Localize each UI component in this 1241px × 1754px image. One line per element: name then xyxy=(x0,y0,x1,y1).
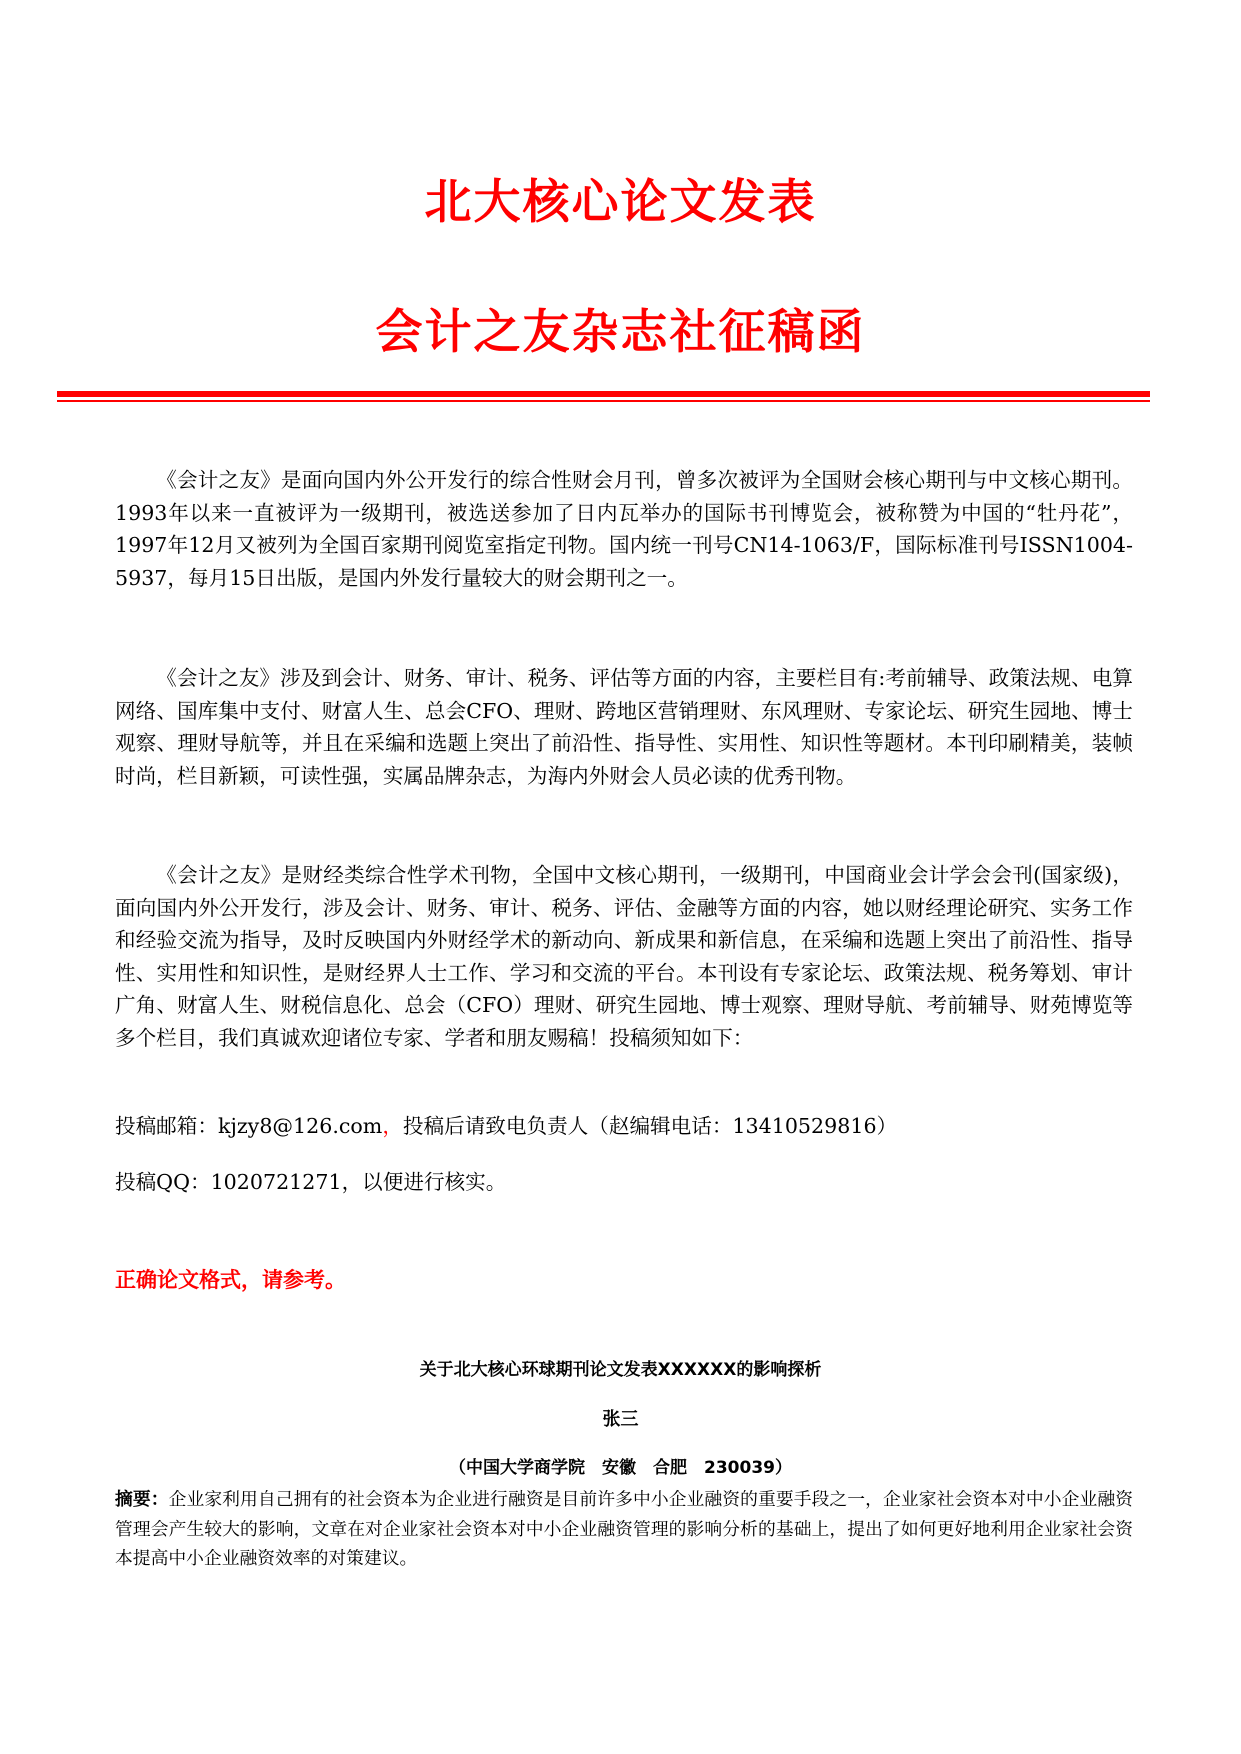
email-address[interactable]: kjzy8@126.com xyxy=(217,1114,383,1138)
email-label: 投稿邮箱： xyxy=(115,1114,218,1138)
abstract-text: 企业家利用自己拥有的社会资本为企业进行融资是目前许多中小企业融资的重要手段之一，企业家社会资本对中小企业融资管理会产生较大的影响，文章在对企业家社会资本对中小企业融资管理的影响分析的基础上，提出了如何更好地利用企业家社会资本提高中小企业融资效率的对策建议。 xyxy=(115,1489,1133,1569)
qq-label: 投稿QQ： xyxy=(115,1170,211,1194)
qq-note: ，以便进行核实。 xyxy=(341,1170,507,1194)
email-note: 投稿后请致电负责人（赵编辑电话：13410529816） xyxy=(402,1114,898,1138)
email-separator: ， xyxy=(382,1114,403,1138)
header-divider-thick xyxy=(57,391,1150,397)
sample-paper-author: 张三 xyxy=(602,1409,639,1430)
submission-email-line xyxy=(115,1110,897,1142)
intro-paragraph-2: 《会计之友》涉及到会计、财务、审计、税务、评估等方面的内容，主要栏目有:考前辅导、政策法规、电算网络、国库集中支付、财富人生、总会CFO、理财、跨地区营销理财、东风理财、专家论坛、研究生园地、博士观察、理财导航等，并且在采编和选题上突出了前沿性、指导性、实用性、知识性等题材。本刊印刷精美，装帧时尚，栏目新颖，可读性强，实属品牌杂志，为海内外财会人员必读的优秀刊物。 xyxy=(115,666,1133,788)
sample-paper-affiliation: （中国大学商学院 安徽 合肥 230039） xyxy=(449,1458,792,1478)
page-title-line2: 会计之友杂志社征稿函 xyxy=(375,305,866,360)
sample-paper-title: 关于北大核心环球期刊论文发表XXXXXX的影响探析 xyxy=(419,1360,822,1380)
page-title-line1: 北大核心论文发表 xyxy=(424,175,817,230)
intro-paragraph-3: 《会计之友》是财经类综合性学术刊物，全国中文核心期刊，一级期刊，中国商业会计学会会刊(国家级)，面向国内外公开发行，涉及会计、财务、审计、税务、评估、金融等方面的内容，她以财经理论研究、实务工作和经验交流为指导，及时反映国内外财经学术的新动向、新成果和新信息，在采编和选题上突出了前沿性、指导性、实用性和知识性，是财经界人士工作、学习和交流的平台。本刊设有专家论坛、政策法规、税务筹划、审计广角、财富人生、财税信息化、总会（CFO）理财、研究生园地、博士观察、理财导航、考前辅导、财苑博览等多个栏目，我们真诚欢迎诸位专家、学者和朋友赐稿！投稿须知如下： xyxy=(115,863,1133,1050)
sample-paper-abstract xyxy=(115,1485,1133,1574)
submission-qq-line xyxy=(115,1166,506,1198)
format-note: 正确论文格式，请参考。 xyxy=(115,1268,346,1292)
abstract-label: 摘要： xyxy=(115,1489,169,1510)
qq-number: 1020721271 xyxy=(210,1170,342,1194)
header-divider-thin xyxy=(57,400,1150,402)
intro-paragraph-1: 《会计之友》是面向国内外公开发行的综合性财会月刊，曾多次被评为全国财会核心期刊与中文核心期刊。1993年以来一直被评为一级期刊，被选送参加了日内瓦举办的国际书刊博览会，被称赞为中国的“牡丹花”，1997年12月又被列为全国百家期刊阅览室指定刊物。国内统一刊号CN14-1063/F，国际标准刊号ISSN1004-5937，每月15日出版，是国内外发行量较大的财会期刊之一。 xyxy=(115,468,1133,590)
